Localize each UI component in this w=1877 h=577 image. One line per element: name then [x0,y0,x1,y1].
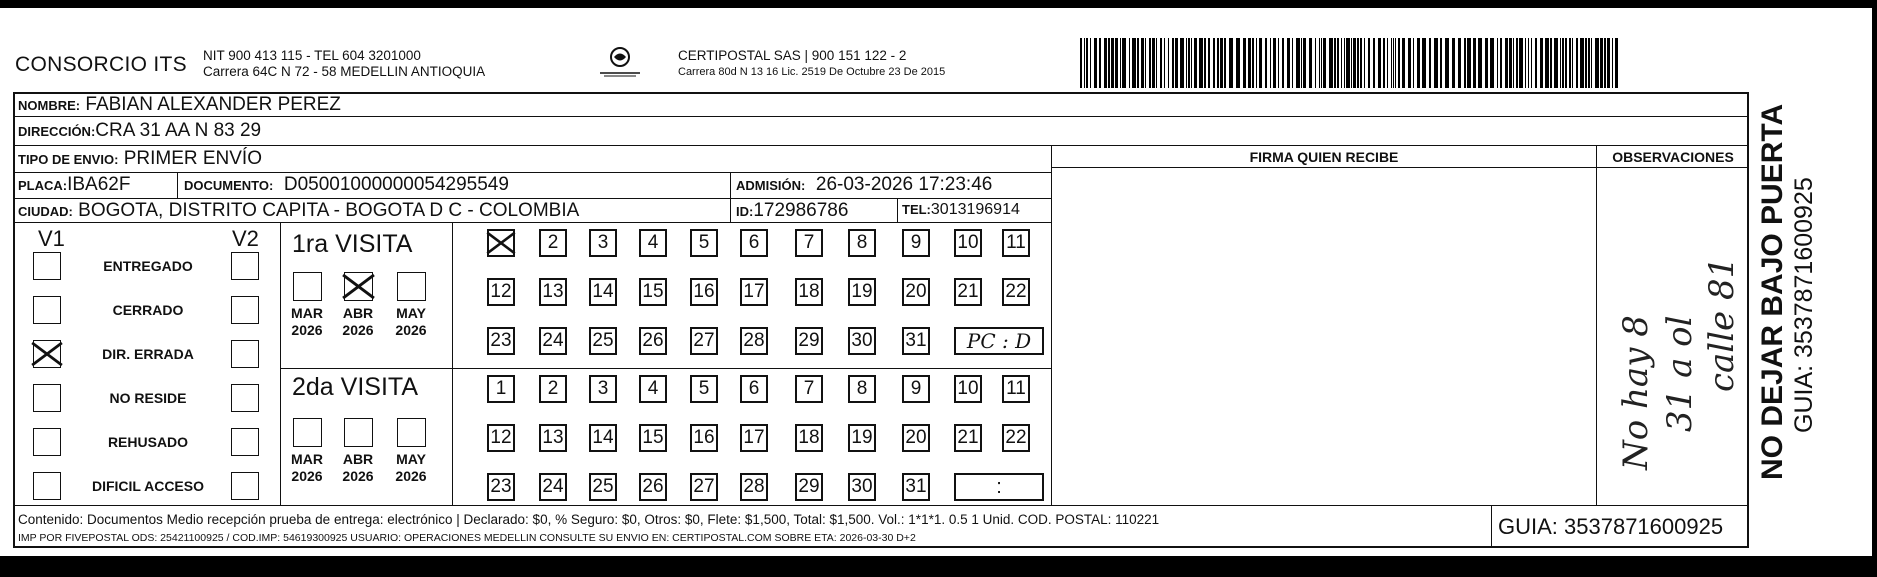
observacion-line-2: 31 a ol [1660,315,1700,432]
visita1-day-box[interactable]: 19 [848,278,876,306]
divider [730,198,731,222]
visita2-day-box[interactable]: 12 [487,424,515,452]
visita1-day-box[interactable]: 13 [539,278,567,306]
visita1-day-box[interactable]: 18 [795,278,823,306]
visita1-day-box[interactable]: 24 [539,327,567,355]
footer-impresion: IMP POR FIVEPOSTAL ODS: 25421100925 / COD.IMP: 54619300925 USUARIO: OPERACIONES MEDELLIN CONSULTE SU ENVIO EN: CERTIPOSTAL.COM SOBRE ETA: 2026-03-30 D+2 [18,532,916,544]
tel-row [902,201,1020,219]
visita2-day-box[interactable]: 2 [539,375,567,403]
divider [1051,145,1052,505]
visita1-month-label [283,305,331,339]
visita1-day-box[interactable]: 21 [954,278,982,306]
divider [13,505,1749,506]
v1-checkbox[interactable] [33,252,61,280]
documento-label: DOCUMENTO: [184,178,274,193]
visita2-day-box[interactable]: 18 [795,424,823,452]
tel-label: TEL: [902,202,931,217]
visita2-day-box[interactable]: 7 [795,375,823,403]
company-info [203,48,485,80]
barcode-icon [1080,38,1618,88]
direccion-value: CRA 31 AA N 83 29 [95,120,262,141]
visita1-day-box[interactable]: 30 [848,327,876,355]
ciudad-row [18,200,579,222]
no-dejar-bajo-puerta: NO DEJAR BAJO PUERTA [1756,103,1789,480]
visita2-day-box[interactable]: 25 [589,473,617,501]
visita1-day-box[interactable]: 20 [902,278,930,306]
admision-label: ADMISIÓN: [736,178,806,193]
firma-header: FIRMA QUIEN RECIBE [1249,149,1399,165]
visita1-day-box[interactable]: 22 [1002,278,1030,306]
visita2-day-box[interactable]: 14 [589,424,617,452]
visita1-day-box[interactable]: 14 [589,278,617,306]
nombre-row [18,94,341,116]
visita1-day-box[interactable]: 7 [795,229,823,257]
tipo-label: TIPO DE ENVIO: [18,152,119,167]
visita2-month-label [283,451,331,485]
month-name: ABR [342,451,374,467]
placa-value: IBA62F [67,174,131,195]
tipo-row [18,148,262,170]
placa-row [18,174,130,196]
divider [13,116,1749,117]
visita2-day-box[interactable]: 16 [690,424,718,452]
visita1-month-label [334,305,382,339]
divider [730,172,731,198]
visita2-day-box[interactable]: 22 [1002,424,1030,452]
admision-value: 26-03-2026 17:23:46 [815,174,993,195]
visita1-day-box[interactable]: 27 [690,327,718,355]
documento-row [184,174,509,196]
observacion-line-1: No hay 8 [1616,315,1656,470]
visita1-day-box[interactable]: 26 [639,327,667,355]
v1-checkbox[interactable] [33,472,61,500]
carrier-name-line: CERTIPOSTAL SAS | 900 151 122 - 2 [678,48,907,63]
visita1-day-box[interactable]: 23 [487,327,515,355]
divider [452,222,453,505]
visita2-title: 2da VISITA [292,373,418,401]
month-name: MAR [291,305,323,321]
v2-checkbox[interactable] [231,340,259,368]
month-year: 2026 [291,322,323,338]
visita2-day-box[interactable]: 10 [954,375,982,403]
divider [1052,167,1749,168]
month-name: MAY [396,305,426,321]
visita1-day-box[interactable]: 29 [795,327,823,355]
visita1-day-box[interactable]: 6 [740,229,768,257]
status-option-label: REHUSADO [107,434,189,450]
visita2-month-checkbox[interactable] [397,418,426,447]
id-label: ID: [736,204,754,219]
visita1-day-box[interactable]: 25 [589,327,617,355]
right-border [1872,0,1877,577]
observaciones-area [1598,170,1748,505]
visita1-day-box[interactable]: 9 [902,229,930,257]
v1-checkbox[interactable] [33,296,61,324]
visita2-day-box[interactable]: 8 [848,375,876,403]
month-year: 2026 [342,322,374,338]
visita2-day-box[interactable]: 3 [589,375,617,403]
visita2-day-box[interactable]: 24 [539,473,567,501]
visita1-month-checkbox[interactable] [397,272,426,301]
id-value: 172986786 [753,200,849,221]
month-name: MAY [396,451,426,467]
divider [897,198,898,222]
status-option-label: CERRADO [112,302,184,318]
visita1-day-box[interactable] [487,229,515,257]
admision-row [736,174,992,196]
visita2-day-box[interactable]: 1 [487,375,515,403]
visita2-month-checkbox[interactable] [293,418,322,447]
divider [1596,145,1597,505]
visita1-day-box[interactable]: 11 [1002,229,1030,257]
visita2-day-box[interactable]: 28 [740,473,768,501]
visita1-month-checkbox[interactable] [344,272,373,301]
v2-label: V2 [232,226,259,251]
divider [13,222,1051,223]
month-year: 2026 [395,322,427,338]
v2-checkbox[interactable] [231,296,259,324]
v2-checkbox[interactable] [231,252,259,280]
visita1-day-box[interactable]: 16 [690,278,718,306]
brand-name: CONSORCIO ITS [15,53,187,76]
status-option-label: DIR. ERRADA [102,346,194,362]
visita2-month-checkbox[interactable] [344,418,373,447]
visita1-day-box[interactable]: 12 [487,278,515,306]
v2-checkbox[interactable] [231,472,259,500]
ciudad-label: CIUDAD: [18,204,73,219]
documento-value: D05001000000054295549 [283,174,509,195]
month-year: 2026 [291,468,323,484]
nombre-label: NOMBRE: [18,98,81,113]
visita1-day-box[interactable]: 5 [690,229,718,257]
visita2-day-box[interactable]: 26 [639,473,667,501]
visita2-day-box[interactable]: 4 [639,375,667,403]
visita2-day-box[interactable]: 23 [487,473,515,501]
month-year: 2026 [342,468,374,484]
visita1-day-box[interactable]: 28 [740,327,768,355]
visita1-day-box[interactable]: 15 [639,278,667,306]
month-name: ABR [342,305,374,321]
divider [13,172,1051,173]
visita1-day-box[interactable]: 31 [902,327,930,355]
visita2-day-box[interactable]: 6 [740,375,768,403]
divider [280,222,281,505]
carrier-info [678,48,945,80]
observaciones-header: OBSERVACIONES [1612,149,1734,165]
direccion-row [18,120,261,142]
carrier-address-line: Carrera 80d N 13 16 Lic. 2519 De Octubre 23 De 2015 [678,66,946,78]
footer-contenido: Contenido: Documentos Medio recepción prueba de entrega: electrónico | Declarado: $0, % Seguro: $0, Otros: $0, Flete: $1,500, Total: $1,500. Vol.: 1*1*1. 0.5 1 Unid. COD. POSTAL: 110221 [18,512,1160,527]
visita2-day-box[interactable]: 27 [690,473,718,501]
visita2-day-box[interactable]: 21 [954,424,982,452]
bottom-border [0,556,1877,577]
top-border [0,0,1877,8]
divider [177,172,178,198]
visita1-title: 1ra VISITA [292,230,413,258]
tipo-value: PRIMER ENVÍO [123,148,262,169]
side-guia: GUIA: 3537871600925 [1790,177,1818,433]
visita1-day-box[interactable]: 3 [589,229,617,257]
v1-checkbox[interactable] [33,340,61,368]
visita2-month-label [334,451,382,485]
visita2-day-box[interactable]: 29 [795,473,823,501]
v1-label: V1 [38,226,65,251]
address-line: Carrera 64C N 72 - 58 MEDELLIN ANTIOQUIA [203,64,486,79]
visita1-day-box[interactable]: 8 [848,229,876,257]
visita1-day-box[interactable]: 2 [539,229,567,257]
status-option-label: DIFICIL ACCESO [91,478,204,494]
placa-label: PLACA: [18,178,68,193]
visita2-day-box[interactable]: 9 [902,375,930,403]
visita2-time-box[interactable]: : [954,473,1044,501]
month-year: 2026 [395,468,427,484]
visita2-day-box[interactable]: 31 [902,473,930,501]
status-option-label: ENTREGADO [103,258,193,274]
nombre-value: FABIAN ALEXANDER PEREZ [85,94,341,115]
visita1-day-box[interactable]: 17 [740,278,768,306]
certipostal-logo-icon [594,45,646,79]
visita2-day-box[interactable]: 20 [902,424,930,452]
v1-checkbox[interactable] [33,428,61,456]
footer-guia: GUIA: 3537871600925 [1498,514,1724,539]
nit-line: NIT 900 413 115 - TEL 604 3201000 [203,48,421,63]
ciudad-value: BOGOTA, DISTRITO CAPITA - BOGOTA D C - COLOMBIA [78,200,580,221]
visita2-day-box[interactable]: 5 [690,375,718,403]
visita2-day-box[interactable]: 19 [848,424,876,452]
visita2-day-box[interactable]: 30 [848,473,876,501]
status-option-label: NO RESIDE [109,390,187,406]
divider [13,198,1051,199]
visita2-day-box[interactable]: 17 [740,424,768,452]
divider [13,145,1749,146]
visita2-day-box[interactable]: 11 [1002,375,1030,403]
visita2-day-box[interactable]: 15 [639,424,667,452]
v2-checkbox[interactable] [231,384,259,412]
visita1-day-box[interactable]: 4 [639,229,667,257]
visita1-time-box[interactable]: PC : D [954,327,1044,355]
visita2-month-label [387,451,435,485]
divider [280,368,1051,369]
visita2-day-box[interactable]: 13 [539,424,567,452]
v1-checkbox[interactable] [33,384,61,412]
observacion-line-3: calle 81 [1702,256,1742,392]
visita1-day-box[interactable]: 10 [954,229,982,257]
direccion-label: DIRECCIÓN: [18,124,96,139]
divider [1491,505,1492,548]
visita1-month-checkbox[interactable] [293,272,322,301]
visita1-month-label [387,305,435,339]
month-name: MAR [291,451,323,467]
tel-value: 3013196914 [930,201,1020,218]
v2-checkbox[interactable] [231,428,259,456]
id-row [736,200,848,222]
